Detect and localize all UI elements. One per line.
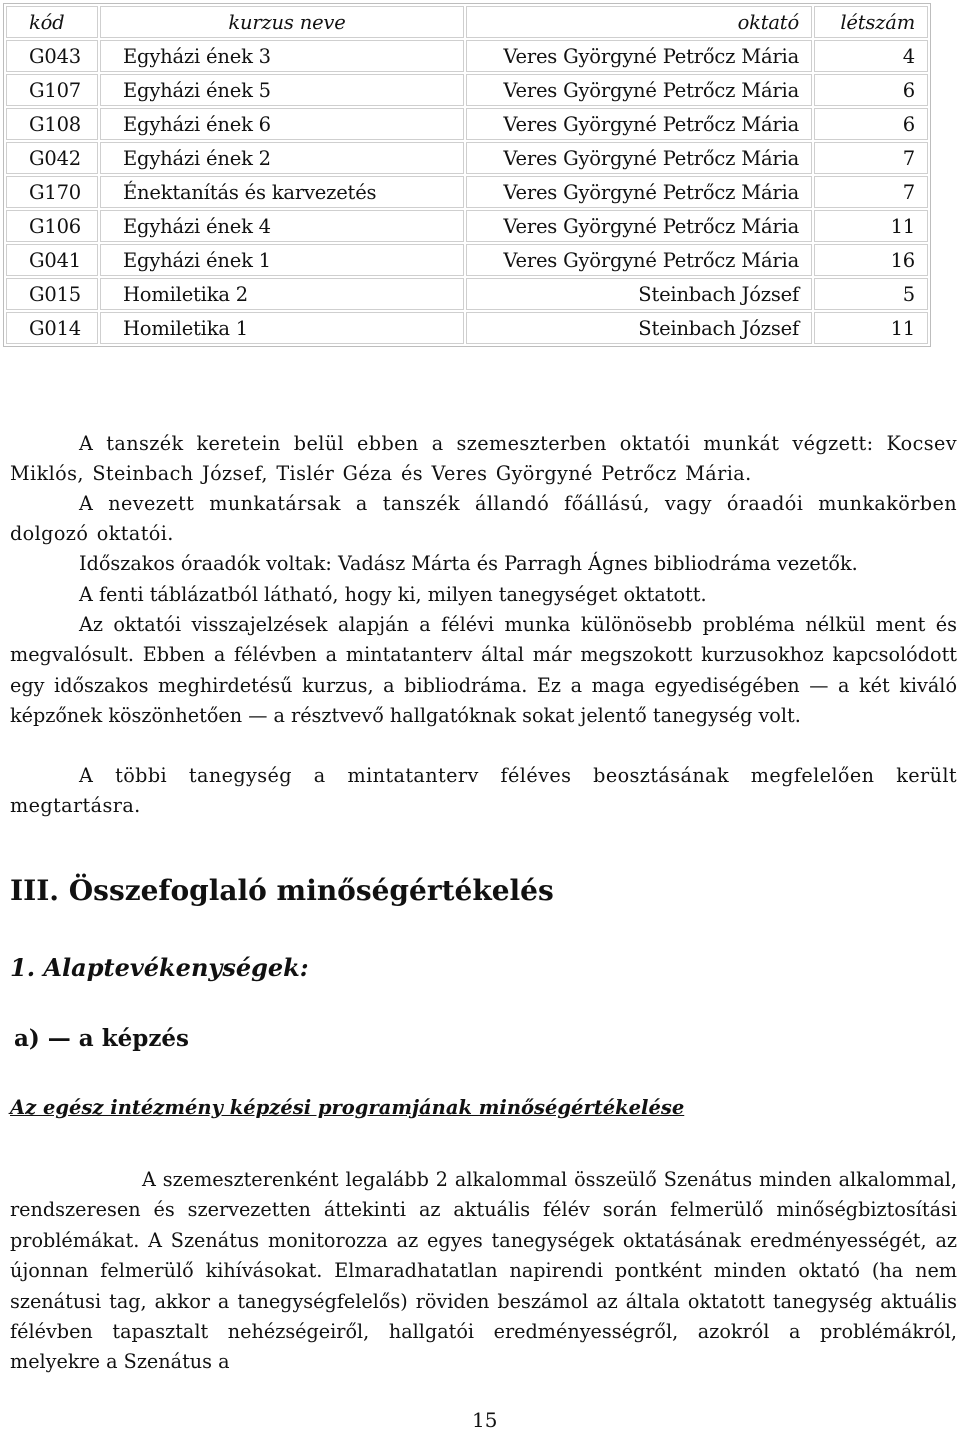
cell-code: G170	[6, 176, 98, 208]
table-row	[6, 40, 928, 72]
cell-code: G043	[6, 40, 98, 72]
cell-count: 7	[814, 176, 928, 208]
cell-code: G015	[6, 278, 98, 310]
column-header-count: létszám	[814, 6, 928, 38]
paragraph-senate: A szemeszterenként legalább 2 alkalommal összeülő Szenátus minden alkalommal, rendszeresen és szervezetten áttekinti az aktuális félév során felmerülő minőségbiztosítási problémákat. A Szenátus monitorozza az egyes tanegységek oktatásának eredményességét, az újonnan felmerülő kihívásokat. Elmaradhatatlan napirendi pontként minden oktató (ha nem szenátusi tag, akkor a tanegységfelelős) röviden beszámol az általa oktatott tanegység aktuális félévben tapasztalt nehézségeiről, hallgatói eredményességről, azokról a problémákról, melyekre a Szenátus a	[10, 1168, 957, 1374]
table-row	[6, 142, 928, 174]
paragraph-staff: A nevezett munkatársak a tanszék állandó főállású, vagy óraadói munkakörben dolgozó oktatói.	[10, 492, 957, 546]
cell-code: G108	[6, 108, 98, 140]
cell-course: Egyházi ének 5	[100, 74, 464, 106]
cell-course: Homiletika 1	[100, 312, 464, 344]
cell-count: 5	[814, 278, 928, 310]
section-subtitle: 1. Alaptevékenységek:	[10, 953, 309, 982]
cell-count: 6	[814, 74, 928, 106]
table-row	[6, 74, 928, 106]
paragraph-teachers: A tanszék keretein belül ebben a szemeszterben oktatói munkát végzett: Kocsev Miklós, Steinbach József, Tislér Géza és Veres Györgyné Petrőcz Mária.	[10, 432, 957, 486]
cell-teacher: Veres Györgyné Petrőcz Mária	[466, 176, 812, 208]
cell-course: Egyházi ének 3	[100, 40, 464, 72]
cell-teacher: Veres Györgyné Petrőcz Mária	[466, 142, 812, 174]
cell-count: 4	[814, 40, 928, 72]
section-subheading: Az egész intézmény képzési programjának minőségértékelése	[10, 1096, 685, 1119]
course-table	[3, 3, 931, 347]
paragraph-table-note: A fenti táblázatból látható, hogy ki, milyen tanegységet oktatott.	[79, 583, 707, 606]
cell-course: Egyházi ének 1	[100, 244, 464, 276]
section-subsubtitle: a) — a képzés	[14, 1025, 190, 1052]
cell-teacher: Veres Györgyné Petrőcz Mária	[466, 40, 812, 72]
table-row	[6, 108, 928, 140]
cell-count: 11	[814, 210, 928, 242]
column-header-course: kurzus neve	[100, 6, 464, 38]
cell-code: G014	[6, 312, 98, 344]
page-number: 15	[472, 1408, 498, 1432]
table-row	[6, 244, 928, 276]
cell-code: G041	[6, 244, 98, 276]
cell-count: 11	[814, 312, 928, 344]
table-row	[6, 176, 928, 208]
table-header-row	[6, 6, 928, 38]
cell-course: Egyházi ének 2	[100, 142, 464, 174]
cell-count: 6	[814, 108, 928, 140]
paragraph-temporary: Időszakos óraadók voltak: Vadász Márta és Parragh Ágnes bibliodráma vezetők.	[79, 552, 858, 575]
cell-code: G042	[6, 142, 98, 174]
section-title: III. Összefoglaló minőségértékelés	[10, 874, 554, 907]
cell-course: Homiletika 2	[100, 278, 464, 310]
cell-teacher: Steinbach József	[466, 312, 812, 344]
cell-course: Énektanítás és karvezetés	[100, 176, 464, 208]
cell-count: 7	[814, 142, 928, 174]
table-row	[6, 278, 928, 310]
cell-course: Egyházi ének 6	[100, 108, 464, 140]
cell-teacher: Veres Györgyné Petrőcz Mária	[466, 74, 812, 106]
table-row	[6, 210, 928, 242]
cell-count: 16	[814, 244, 928, 276]
column-header-teacher: oktató	[466, 6, 812, 38]
cell-code: G107	[6, 74, 98, 106]
cell-course: Egyházi ének 4	[100, 210, 464, 242]
cell-teacher: Steinbach József	[466, 278, 812, 310]
paragraph-remaining: A többi tanegység a mintatanterv féléves beosztásának megfelelően került megtartásra.	[10, 764, 957, 818]
cell-code: G106	[6, 210, 98, 242]
column-header-code: kód	[6, 6, 98, 38]
cell-teacher: Veres Györgyné Petrőcz Mária	[466, 108, 812, 140]
table-row	[6, 312, 928, 344]
cell-teacher: Veres Györgyné Petrőcz Mária	[466, 210, 812, 242]
paragraph-feedback: Az oktatói visszajelzések alapján a félévi munka különösebb probléma nélkül ment és megvalósult. Ebben a félévben a mintatanterv által már megszokott kurzusokhoz kapcsolódott egy időszakos meghirdetésű kurzus, a bibliodráma. Ez a maga egyediségében — a két kiváló képzőnek köszönhetően — a résztvevő hallgatóknak sokat jelentő tanegység volt.	[10, 613, 957, 728]
cell-teacher: Veres Györgyné Petrőcz Mária	[466, 244, 812, 276]
